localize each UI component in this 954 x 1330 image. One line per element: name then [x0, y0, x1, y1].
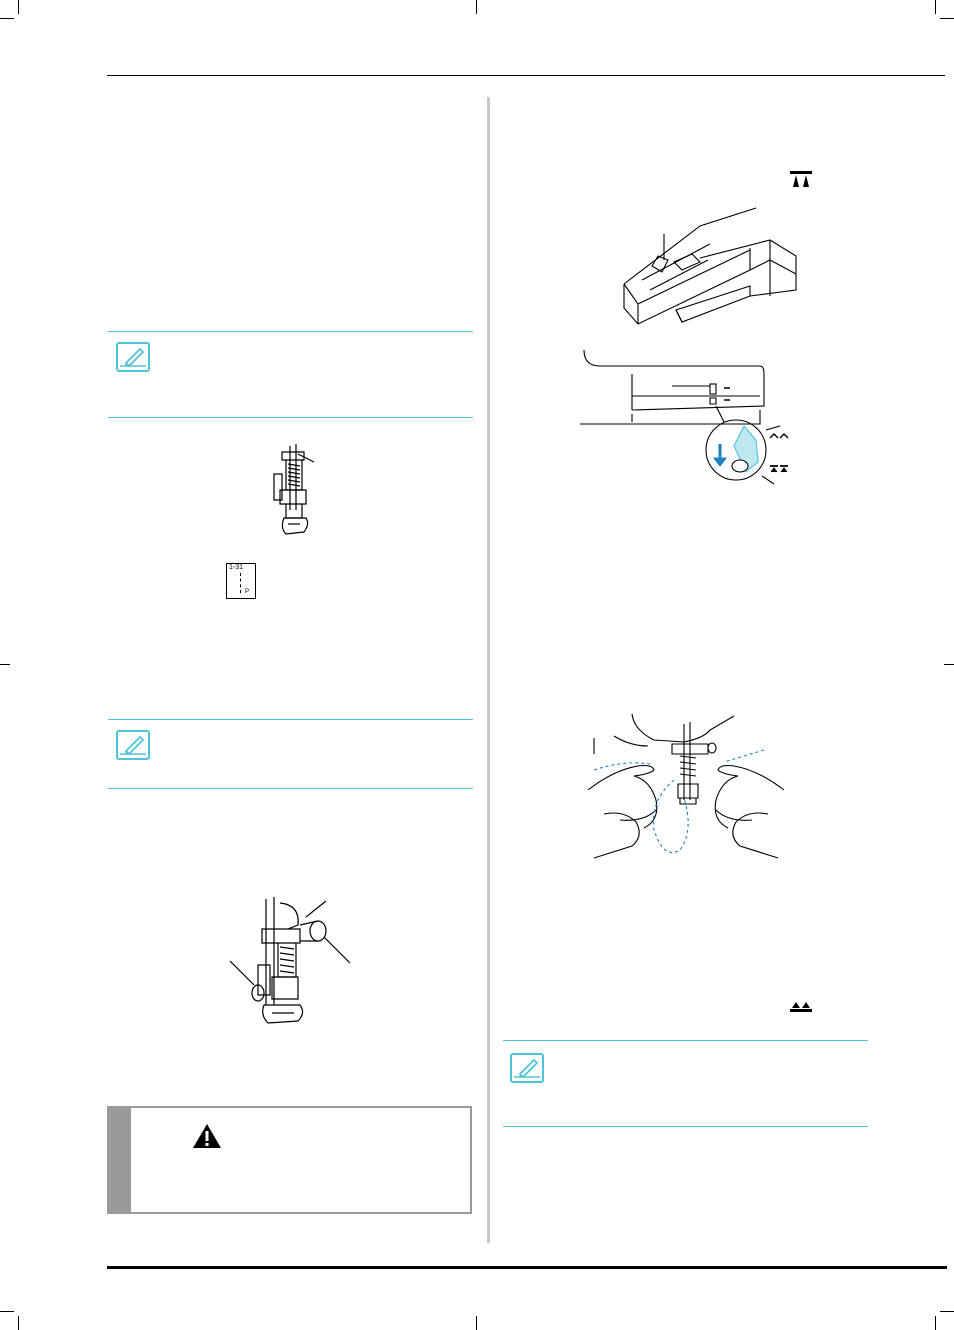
stitch-pattern-sub: P: [245, 589, 250, 595]
memo-top-rule: [108, 719, 473, 720]
stitch-pattern-number: 1-31: [229, 564, 244, 571]
hands-fabric-illustration: [584, 710, 794, 870]
crop-mark: [935, 1316, 936, 1330]
machine-bed-illustration: [580, 200, 800, 490]
crop-mark: [476, 0, 477, 14]
warning-triangle-icon: [191, 1122, 223, 1150]
memo-bottom-rule: [108, 417, 473, 418]
caution-band: [109, 1108, 131, 1212]
crop-mark: [18, 0, 19, 14]
memo-top-rule: [108, 331, 473, 332]
crop-mark: [940, 1311, 954, 1312]
pencil-note-icon: [116, 342, 150, 372]
memo-bottom-rule: [108, 788, 473, 789]
crop-mark: [944, 664, 954, 665]
caution-box: [107, 1106, 472, 1214]
crop-mark: [0, 18, 14, 19]
presser-foot-illustration: [262, 440, 324, 540]
memo-bottom-rule: [503, 1126, 868, 1127]
pencil-note-icon: [116, 730, 150, 760]
crop-mark: [0, 1311, 14, 1312]
crop-mark: [935, 0, 936, 14]
feed-dog-raised-icon: [790, 998, 812, 1012]
footer-rule: [107, 1266, 947, 1269]
memo-top-rule: [503, 1040, 868, 1041]
crop-mark: [940, 18, 954, 19]
pencil-note-icon: [510, 1053, 544, 1083]
crop-mark: [18, 1316, 19, 1330]
stitch-pattern-key: [226, 563, 256, 599]
presser-foot-screw-illustration: [228, 895, 356, 1030]
column-divider: [487, 97, 490, 1243]
header-rule: [107, 75, 945, 76]
crop-mark: [476, 1316, 477, 1330]
feed-dog-lowered-icon: [790, 171, 812, 187]
crop-mark: [0, 664, 10, 665]
